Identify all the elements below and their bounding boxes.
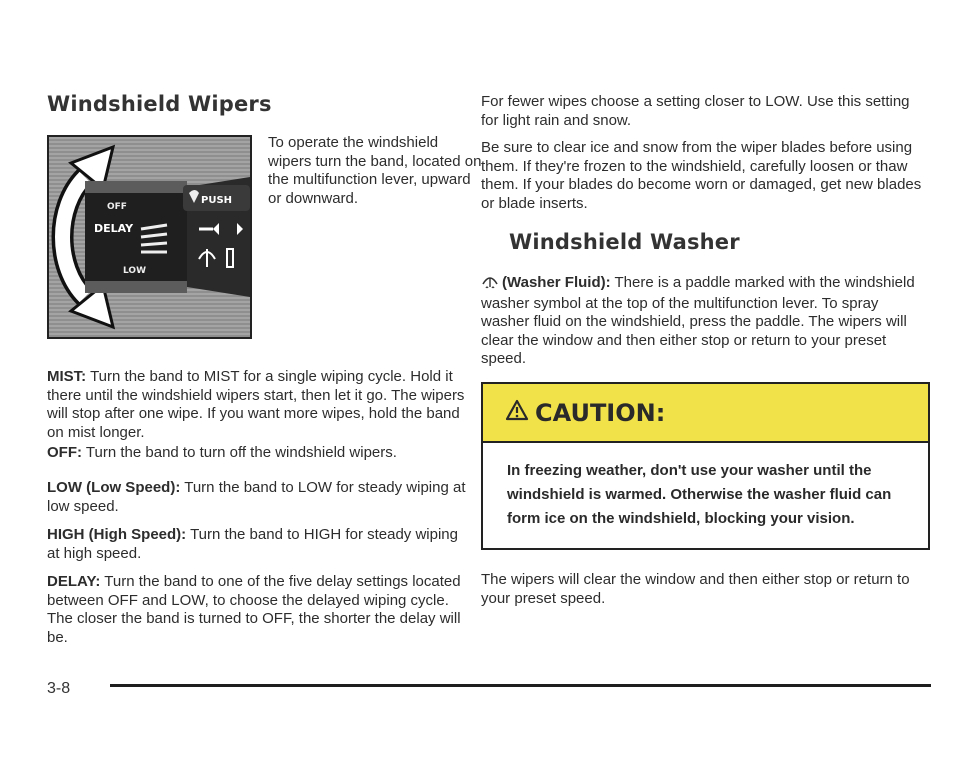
mist-paragraph [47, 368, 472, 442]
mist-description: Turn the band to MIST for a single wiping cycle. Hold it there until the windshield wipers start, then let it go. The wipers will stop after one wipe. If you want more wipes, hold the band on mist longer. [47, 368, 465, 441]
band-low-label: LOW [123, 266, 146, 276]
fewer-wipes-paragraph: For fewer wipes choose a setting closer to LOW. Use this setting for light rain and snow. [481, 93, 910, 129]
off-paragraph [47, 444, 472, 463]
washer-fluid-term: (Washer Fluid): [502, 274, 611, 291]
high-description: Turn the band to HIGH for steady wiping at high speed. [47, 526, 458, 562]
off-term: OFF: [47, 444, 82, 461]
push-label: PUSH [201, 195, 233, 206]
band-off-label: OFF [107, 202, 127, 212]
low-paragraph [47, 479, 472, 516]
delay-description: Turn the band to one of the five delay settings located between OFF and LOW, to choose the delayed wiping cycle. The closer the band is turned to OFF, the shorter the delay will be. [47, 573, 461, 646]
washer-fluid-icon [481, 274, 499, 295]
low-description: Turn the band to LOW for steady wiping at low speed. [47, 479, 466, 515]
caution-text: In freezing weather, don't use your washer until the windshield is warmed. Otherwise the washer fluid can form ice on the windshield, blocking your vision. [507, 462, 892, 527]
wipers-intro: To operate the windshield wipers turn the band, located on the multifunction lever, upward or downward. [268, 134, 482, 207]
lever-drawing [49, 137, 250, 337]
wipers-after-paragraph: The wipers will clear the window and then either stop or return to your preset speed. [481, 571, 910, 607]
caution-box [481, 382, 930, 550]
wipers-heading: Windshield Wipers [47, 92, 272, 116]
delay-term: DELAY: [47, 573, 101, 590]
washer-fluid-paragraph [481, 274, 929, 369]
lever-band [85, 181, 187, 293]
multifunction-lever-illustration [47, 135, 252, 339]
washer-heading: Windshield Washer [509, 230, 740, 254]
footer-rule [110, 684, 931, 687]
caution-header [483, 384, 928, 443]
page-number: 3-8 [47, 680, 71, 697]
warning-triangle-icon [505, 399, 529, 426]
low-term: LOW (Low Speed): [47, 479, 181, 496]
high-term: HIGH (High Speed): [47, 526, 187, 543]
washer-fluid-description: There is a paddle marked with the windshield washer symbol at the top of the multifunction lever. To spray washer fluid on the windshield, press the paddle. The wipers will clear the window and then either stop or return to your preset speed. [481, 274, 915, 367]
mist-term: MIST: [47, 368, 87, 385]
high-paragraph [47, 526, 472, 563]
clear-ice-paragraph: Be sure to clear ice and snow from the wiper blades before using them. If they're frozen to the windshield, carefully loosen or thaw them. If your blades do become worn or damaged, get new blades or blade inserts. [481, 139, 922, 212]
caution-title: CAUTION: [535, 398, 666, 427]
off-description: Turn the band to turn off the windshield wipers. [85, 444, 397, 461]
band-delay-label: DELAY [94, 222, 134, 235]
delay-paragraph [47, 573, 472, 647]
